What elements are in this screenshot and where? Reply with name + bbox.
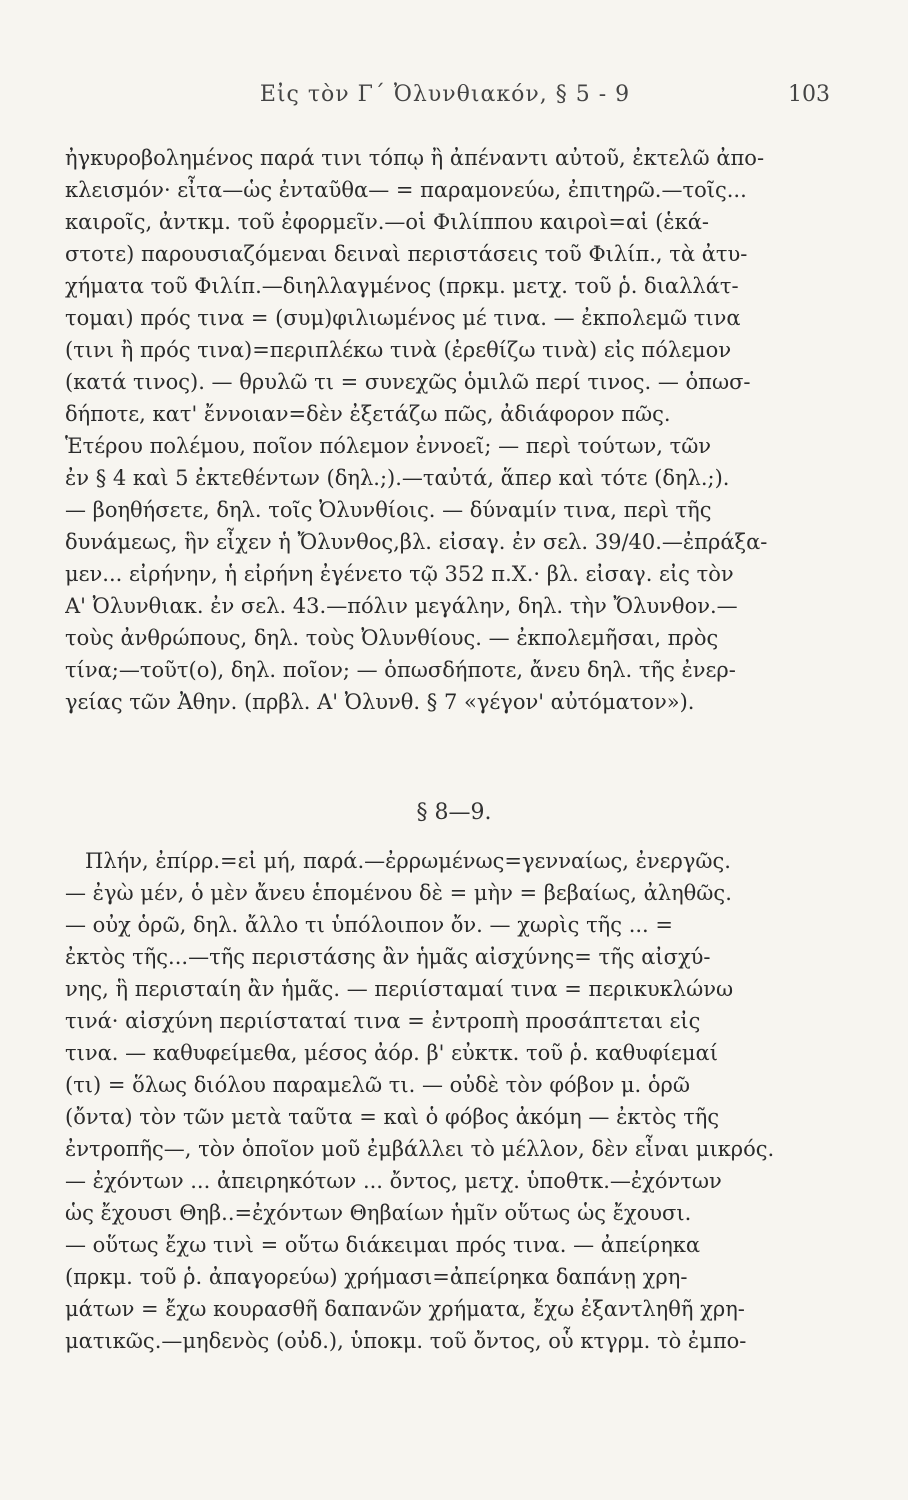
text-line: δήποτε, κατ' ἔννοιαν=δὲν ἐξετάζω πῶς, ἀδιάφορον πῶς. bbox=[65, 402, 671, 426]
page-header bbox=[60, 82, 830, 122]
text-line: (τινι ἢ πρός τινα)=περιπλέκω τινὰ (ἐρεθίζω τινὰ) εἰς πόλεμον bbox=[65, 338, 732, 362]
text-line: — οὐχ ὁρῶ, δηλ. ἄλλο τι ὑπόλοιπον ὄν. — χωρὶς τῆς ... = bbox=[65, 913, 673, 937]
text-line: μάτων = ἔχω κουρασθῆ δαπανῶν χρήματα, ἔχω ἐξαντληθῆ χρη- bbox=[65, 1297, 745, 1321]
text-line: Α' Ὀλυνθιακ. ἐν σελ. 43.—πόλιν μεγάλην, δηλ. τὴν Ὄλυνθον.— bbox=[65, 594, 738, 618]
text-line: τινά· αἰσχύνη περιίσταταί τινα = ἐντροπὴ προσάπτεται εἰς bbox=[65, 1009, 701, 1033]
text-line: ὡς ἔχουσι Θηβ..=ἐχόντων Θηβαίων ἡμῖν οὕτως ὡς ἔχουσι. bbox=[65, 1201, 692, 1225]
text-line: Πλήν, ἐπίρρ.=εἰ μή, παρά.—ἐρρωμένως=γενναίως, ἐνεργῶς. bbox=[85, 849, 731, 873]
text-line: (πρκμ. τοῦ ῥ. ἀπαγορεύω) χρήμασι=ἀπείρηκα δαπάνῃ χρη- bbox=[65, 1265, 688, 1289]
text-line: ἠγκυροβολημένος παρά τινι τόπῳ ἢ ἀπέναντι αὐτοῦ, ἐκτελῶ ἀπο- bbox=[65, 146, 765, 170]
text-line: (τι) = ὅλως διόλου παραμελῶ τι. — οὐδὲ τὸν φόβον μ. ὁρῶ bbox=[65, 1073, 691, 1097]
text-line: νης, ἣ περισταίη ἂν ἡμᾶς. — περιίσταμαί τινα = περικυκλώνω bbox=[65, 977, 734, 1001]
text-line: ἐκτὸς τῆς...—τῆς περιστάσης ἂν ἡμᾶς αἰσχύνης= τῆς αἰσχύ- bbox=[65, 945, 711, 969]
text-line: (ὄντα) τὸν τῶν μετὰ ταῦτα = καὶ ὁ φόβος ἀκόμη — ἐκτὸς τῆς bbox=[65, 1105, 720, 1129]
text-line: μεν... εἰρήνην, ἡ εἰρήνη ἐγένετο τῷ 352 π.Χ.· βλ. εἰσαγ. εἰς τὸν bbox=[65, 562, 734, 586]
text-line: στοτε) παρουσιαζόμεναι δειναὶ περιστάσεις τοῦ Φιλίπ., τὰ ἀτυ- bbox=[65, 242, 748, 266]
text-line: τομαι) πρός τινα = (συμ)φιλιωμένος μέ τινα. — ἐκπολεμῶ τινα bbox=[65, 306, 741, 330]
text-line: τινα. — καθυφείμεθα, μέσος ἀόρ. β' εὐκτκ. τοῦ ῥ. καθυφίεμαί bbox=[65, 1041, 718, 1065]
page-number: 103 bbox=[788, 82, 830, 107]
text-line: τίνα;—τοῦτ(ο), δηλ. ποῖον; — ὁπωσδήποτε, ἄνευ δηλ. τῆς ἐνερ- bbox=[65, 658, 736, 682]
text-line: χήματα τοῦ Φιλίπ.—διηλλαγμένος (πρκμ. μετχ. τοῦ ῥ. διαλλάτ- bbox=[65, 274, 739, 298]
text-line: ἐντροπῆς—, τὸν ὁποῖον μοῦ ἐμβάλλει τὸ μέλλον, δὲν εἶναι μικρός. bbox=[65, 1137, 775, 1161]
section-heading: § 8—9. bbox=[416, 800, 492, 825]
text-line: Ἑτέρου πολέμου, ποῖον πόλεμον ἐννοεῖ; — περὶ τούτων, τῶν bbox=[65, 434, 712, 458]
commentary-block-1 bbox=[65, 142, 820, 718]
text-line: ματικῶς.—μηδενὸς (οὐδ.), ὑποκμ. τοῦ ὄντος, οὗ κτγρμ. τὸ ἐμπο- bbox=[65, 1329, 747, 1353]
text-line: — ἐχόντων ... ἀπειρηκότων ... ὄντος, μετχ. ὑποθτκ.—ἐχόντων bbox=[65, 1169, 722, 1193]
text-line: καιροῖς, ἀντκμ. τοῦ ἐφορμεῖν.—οἱ Φιλίππου καιροὶ=αἱ (ἑκά- bbox=[65, 210, 709, 234]
text-line: γείας τῶν Ἀθην. (πρβλ. Α' Ὀλυνθ. § 7 «γέγον' αὐτόματον»). bbox=[65, 690, 695, 714]
text-line: (κατά τινος). — θρυλῶ τι = συνεχῶς ὁμιλῶ περί τινος. — ὁπωσ- bbox=[65, 370, 751, 394]
text-line: ἐν § 4 καὶ 5 ἐκτεθέντων (δηλ.;).—ταὐτά, ἅπερ καὶ τότε (δηλ.;). bbox=[65, 466, 730, 490]
commentary-block-2 bbox=[65, 845, 820, 1357]
text-line: — ἐγὼ μέν, ὁ μὲν ἄνευ ἑπομένου δὲ = μὴν = βεβαίως, ἀληθῶς. bbox=[65, 881, 732, 905]
text-line: τοὺς ἀνθρώπους, δηλ. τοὺς Ὀλυνθίους. — ἐκπολεμῆσαι, πρὸς bbox=[65, 626, 719, 650]
text-line: — βοηθήσετε, δηλ. τοῖς Ὀλυνθίοις. — δύναμίν τινα, περὶ τῆς bbox=[65, 498, 712, 522]
text-line: δυνάμεως, ἣν εἶχεν ἡ Ὄλυνθος,βλ. εἰσαγ. ἐν σελ. 39/40.—ἐπράξα- bbox=[65, 530, 768, 554]
text-line: — οὕτως ἔχω τινὶ = οὕτω διάκειμαι πρός τινα. — ἀπείρηκα bbox=[65, 1233, 701, 1257]
text-line: κλεισμόν· εἶτα—ὡς ἐνταῦθα— = παραμονεύω, ἐπιτηρῶ.—τοῖς... bbox=[65, 178, 747, 202]
running-title: Εἰς τὸν Γ΄ Ὀλυνθιακόν, § 5 - 9 bbox=[259, 82, 631, 107]
